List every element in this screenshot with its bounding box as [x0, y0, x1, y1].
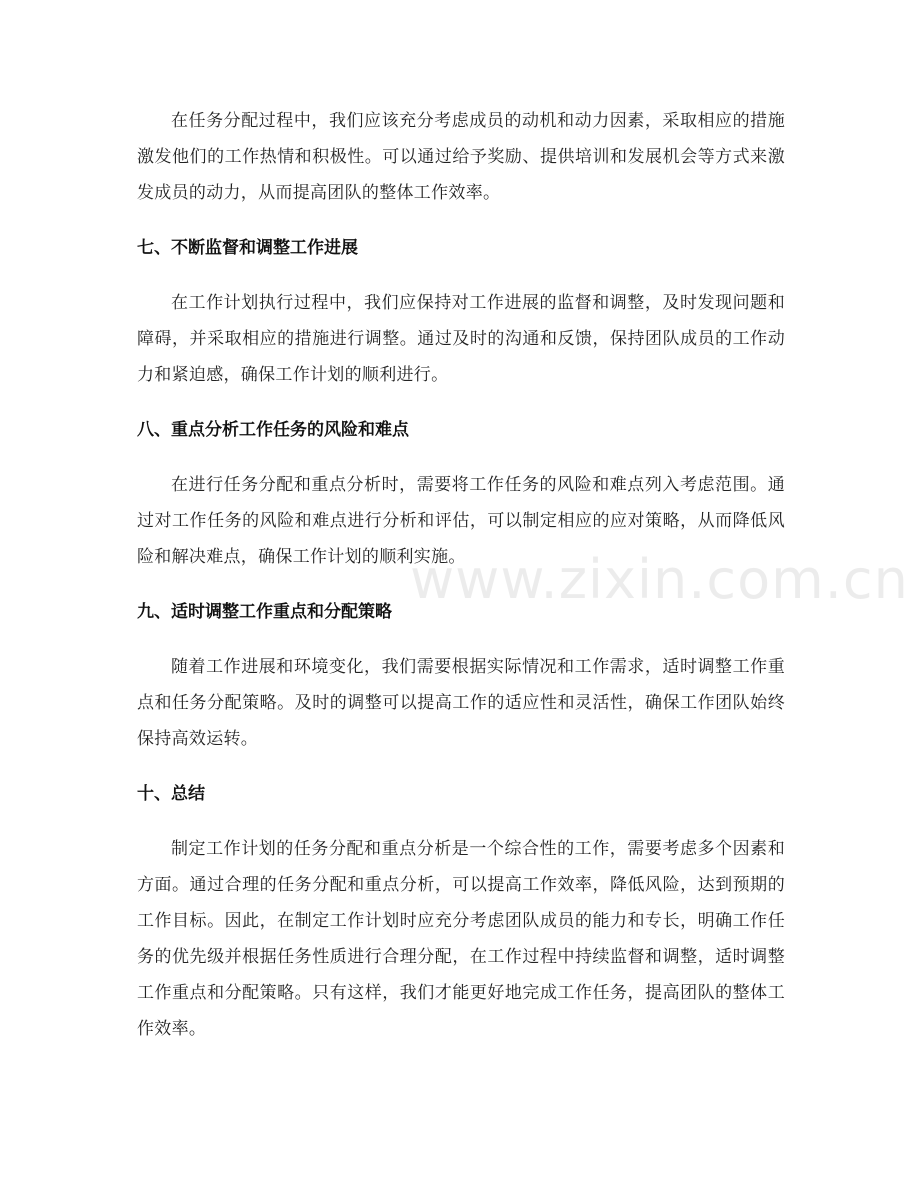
spacer	[137, 393, 785, 412]
watermark: www.zixin.com.cn	[410, 548, 909, 611]
spacer	[137, 757, 785, 776]
section-10-heading: 十、总结	[137, 784, 205, 804]
spacer	[137, 448, 785, 467]
spacer	[137, 575, 785, 594]
section-10-paragraph: 制定工作计划的任务分配和重点分析是一个综合性的工作，需要考虑多个因素和方面。通过合理的任务分配和重点分析，可以提高工作效率，降低风险，达到预期的工作目标。因此，在制定工作计划时应充分考虑团队成员的能力和专长，明确工作任务的优先级并根据任务性质进行合理分配，在工作过程中持续监督和调整，适时调整工作重点和分配策略。只有这样，我们才能更好地完成工作任务，提高团队的整体工作效率。	[137, 839, 785, 1039]
document-body	[137, 103, 785, 1047]
section-8-heading: 八、重点分析工作任务的风险和难点	[137, 420, 409, 440]
spacer	[137, 266, 785, 285]
intro-paragraph: 在任务分配过程中，我们应该充分考虑成员的动机和动力因素，采取相应的措施激发他们的工作热情和积极性。可以通过给予奖励、提供培训和发展机会等方式来激发成员的动力，从而提高团队的整体工作效率。	[137, 111, 785, 203]
spacer	[137, 211, 785, 230]
spacer	[137, 812, 785, 831]
section-9-paragraph: 随着工作进展和环境变化，我们需要根据实际情况和工作需求，适时调整工作重点和任务分配策略。及时的调整可以提高工作的适应性和灵活性，确保工作团队始终保持高效运转。	[137, 657, 785, 749]
section-7-paragraph: 在工作计划执行过程中，我们应保持对工作进展的监督和调整，及时发现问题和障碍，并采取相应的措施进行调整。通过及时的沟通和反馈，保持团队成员的工作动力和紧迫感，确保工作计划的顺利进行。	[137, 293, 785, 385]
spacer	[137, 630, 785, 649]
section-9-heading: 九、适时调整工作重点和分配策略	[137, 602, 392, 622]
section-7-heading: 七、不断监督和调整工作进展	[137, 238, 358, 258]
section-8-paragraph: 在进行任务分配和重点分析时，需要将工作任务的风险和难点列入考虑范围。通过对工作任务的风险和难点进行分析和评估，可以制定相应的应对策略，从而降低风险和解决难点，确保工作计划的顺利实施。	[137, 475, 785, 567]
